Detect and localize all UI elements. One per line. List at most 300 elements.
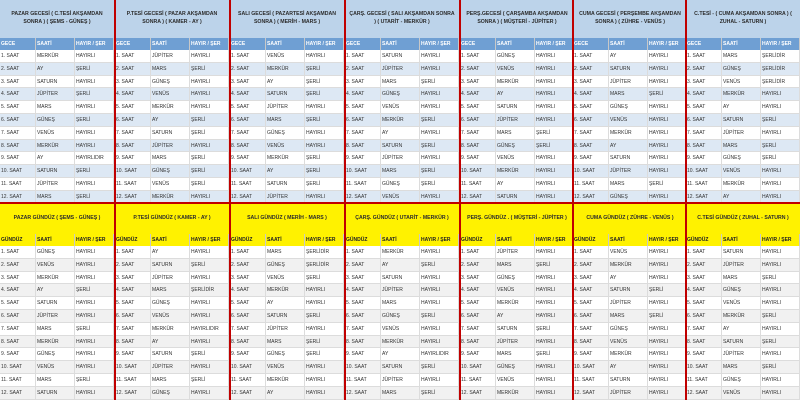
header-planet: SAATİ: [381, 38, 420, 50]
hour-cell: 12. SAAT: [460, 387, 496, 399]
hour-cell: 10. SAAT: [573, 361, 609, 373]
hour-cell: 1. SAAT: [0, 50, 36, 62]
table-row: [115, 323, 229, 336]
fortune-cell: ŞERLİ: [305, 152, 344, 164]
header-fortune: HAYIR / ŞER: [190, 234, 229, 246]
hour-cell: 3. SAAT: [230, 272, 266, 284]
table-row: [686, 297, 800, 310]
hour-cell: 9. SAAT: [0, 152, 36, 164]
planet-cell: SATURN: [151, 127, 190, 139]
table-row: [230, 272, 344, 285]
day-hours-list: [345, 246, 459, 400]
hour-cell: 3. SAAT: [0, 272, 36, 284]
hour-cell: 3. SAAT: [230, 76, 266, 88]
fortune-cell: HAYIRLI: [190, 140, 229, 152]
planet-cell: AY: [609, 361, 648, 373]
planet-cell: VENÜS: [496, 374, 535, 386]
hour-cell: 2. SAAT: [230, 63, 266, 75]
header-planet: SAATİ: [722, 234, 761, 246]
table-row: [686, 284, 800, 297]
hour-cell: 3. SAAT: [573, 76, 609, 88]
header-planet: SAATİ: [609, 38, 648, 50]
fortune-cell: ŞERLİ: [305, 310, 344, 322]
hour-cell: 1. SAAT: [230, 50, 266, 62]
table-row: [345, 297, 459, 310]
fortune-cell: ŞERLİ: [535, 348, 574, 360]
planet-cell: MARS: [722, 361, 761, 373]
header-planet: SAATİ: [266, 234, 305, 246]
planet-cell: MERKÜR: [381, 336, 420, 348]
fortune-cell: HAYIRLI: [420, 50, 459, 62]
day-day-block-1: [0, 0, 114, 400]
fortune-cell: HAYIRLI: [761, 374, 800, 386]
hour-cell: 10. SAAT: [230, 361, 266, 373]
planet-cell: AY: [496, 310, 535, 322]
table-row: [230, 259, 344, 272]
planet-cell: AY: [36, 63, 75, 75]
table-row: [573, 259, 687, 272]
planet-cell: MARS: [496, 348, 535, 360]
planet-cell: VENÜS: [151, 88, 190, 100]
table-row: [345, 259, 459, 272]
fortune-cell: ŞERLİDİR: [761, 63, 800, 75]
hour-cell: 6. SAAT: [460, 310, 496, 322]
fortune-cell: HAYIRLI: [648, 259, 687, 271]
fortune-cell: ŞERLİ: [190, 259, 229, 271]
day-hours-list: [573, 246, 687, 400]
planet-cell: VENÜS: [496, 152, 535, 164]
planet-cell: MERKÜR: [609, 127, 648, 139]
hour-cell: 9. SAAT: [686, 152, 722, 164]
planet-cell: MERKÜR: [722, 310, 761, 322]
planet-cell: MERKÜR: [496, 387, 535, 399]
planet-cell: MARS: [381, 387, 420, 399]
hour-cell: 10. SAAT: [460, 361, 496, 373]
hour-cell: 7. SAAT: [573, 323, 609, 335]
table-row: [686, 361, 800, 374]
hour-cell: 7. SAAT: [115, 323, 151, 335]
fortune-cell: HAYIRLI: [305, 323, 344, 335]
fortune-cell: HAYIRLI: [420, 297, 459, 309]
hour-cell: 12. SAAT: [0, 191, 36, 203]
planet-cell: MARS: [381, 76, 420, 88]
hour-cell: 11. SAAT: [573, 374, 609, 386]
table-row: [0, 297, 114, 310]
fortune-cell: HAYIRLI: [305, 50, 344, 62]
planet-cell: AY: [496, 178, 535, 190]
planet-cell: GÜNEŞ: [722, 63, 761, 75]
planet-cell: MERKÜR: [266, 284, 305, 296]
table-row: [230, 387, 344, 400]
table-row: [115, 336, 229, 349]
hour-cell: 5. SAAT: [230, 297, 266, 309]
fortune-cell: HAYIRLI: [761, 101, 800, 113]
planet-cell: JÜPİTER: [496, 246, 535, 258]
planet-cell: SATURN: [381, 140, 420, 152]
hour-cell: 10. SAAT: [0, 165, 36, 177]
planet-cell: VENÜS: [266, 140, 305, 152]
header-time: GECE: [686, 38, 722, 50]
fortune-cell: ŞERLİ: [648, 310, 687, 322]
hour-cell: 8. SAAT: [686, 140, 722, 152]
planet-cell: VENÜS: [36, 127, 75, 139]
fortune-cell: ŞERLİ: [305, 63, 344, 75]
fortune-cell: HAYIRLI: [535, 63, 574, 75]
planet-cell: GÜNEŞ: [381, 310, 420, 322]
hour-cell: 6. SAAT: [230, 310, 266, 322]
planet-cell: GÜNEŞ: [609, 191, 648, 203]
planet-cell: GÜNEŞ: [722, 284, 761, 296]
planet-cell: VENÜS: [381, 191, 420, 203]
fortune-cell: HAYIRLI: [75, 76, 114, 88]
planet-cell: SATURN: [266, 178, 305, 190]
fortune-cell: ŞERLİ: [305, 272, 344, 284]
hour-cell: 5. SAAT: [460, 297, 496, 309]
hour-cell: 3. SAAT: [460, 76, 496, 88]
planet-cell: AY: [722, 101, 761, 113]
fortune-cell: HAYIRLI: [420, 272, 459, 284]
hour-cell: 4. SAAT: [230, 88, 266, 100]
hour-cell: 9. SAAT: [573, 152, 609, 164]
night-block-title: PERŞ.GECESİ ( ÇARŞAMBA AKŞAMDAN SONRA ) ( MÜŞTERİ - JÜPİTER ): [460, 0, 574, 38]
fortune-cell: ŞERLİ: [305, 336, 344, 348]
hour-cell: 6. SAAT: [230, 114, 266, 126]
header-time: GECE: [115, 38, 151, 50]
table-row: [230, 310, 344, 323]
planet-cell: SATURN: [36, 387, 75, 399]
day-column-headers: [573, 234, 687, 246]
fortune-cell: HAYIRLI: [75, 259, 114, 271]
day-block-title: PERŞ. GÜNDÜZ . ( MÜŞTERİ - JÜPİTER ): [460, 204, 574, 234]
fortune-cell: HAYIRLI: [761, 165, 800, 177]
hour-cell: 4. SAAT: [115, 88, 151, 100]
planet-cell: JÜPİTER: [381, 284, 420, 296]
hour-cell: 5. SAAT: [0, 101, 36, 113]
table-row: [0, 336, 114, 349]
planet-cell: SATURN: [381, 50, 420, 62]
hour-cell: 11. SAAT: [686, 374, 722, 386]
table-row: [460, 259, 574, 272]
planet-cell: SATURN: [151, 348, 190, 360]
planet-cell: SATURN: [496, 101, 535, 113]
fortune-cell: HAYIRLI: [305, 297, 344, 309]
fortune-cell: HAYIRLI: [535, 76, 574, 88]
hour-cell: 12. SAAT: [345, 387, 381, 399]
hour-cell: 12. SAAT: [230, 191, 266, 203]
table-row: [573, 310, 687, 323]
planet-cell: AY: [151, 336, 190, 348]
planet-cell: SATURN: [609, 374, 648, 386]
planet-cell: GÜNEŞ: [266, 127, 305, 139]
table-row: [345, 272, 459, 285]
hour-cell: 5. SAAT: [230, 101, 266, 113]
planet-cell: GÜNEŞ: [151, 76, 190, 88]
planet-cell: MERKÜR: [381, 114, 420, 126]
header-planet: SAATİ: [266, 38, 305, 50]
fortune-cell: HAYIRLI: [420, 191, 459, 203]
hour-cell: 1. SAAT: [345, 246, 381, 258]
planet-cell: GÜNEŞ: [722, 152, 761, 164]
table-row: [230, 284, 344, 297]
planet-cell: VENÜS: [722, 165, 761, 177]
day-block-title: CUMA GÜNDÜZ ( ZÜHRE - VENÜS ): [573, 204, 687, 234]
table-row: [115, 348, 229, 361]
hour-cell: 10. SAAT: [686, 361, 722, 373]
hour-cell: 8. SAAT: [460, 140, 496, 152]
hour-cell: 3. SAAT: [345, 272, 381, 284]
header-fortune: HAYIR / ŞER: [648, 234, 687, 246]
fortune-cell: HAYIRLI: [648, 140, 687, 152]
hour-cell: 11. SAAT: [115, 374, 151, 386]
hour-cell: 9. SAAT: [230, 152, 266, 164]
day-block-title: PAZAR GÜNDÜZ ( ŞEMS - GÜNEŞ ): [0, 204, 114, 234]
fortune-cell: HAYIRLI: [535, 361, 574, 373]
day-block-title: C.TESİ GÜNDÜZ ( ZUHAL - SATURN ): [686, 204, 800, 234]
hour-cell: 4. SAAT: [460, 284, 496, 296]
header-planet: SAATİ: [609, 234, 648, 246]
planet-cell: GÜNEŞ: [722, 374, 761, 386]
table-row: [0, 246, 114, 259]
hour-cell: 12. SAAT: [115, 191, 151, 203]
table-row: [115, 310, 229, 323]
fortune-cell: HAYIRLI: [190, 336, 229, 348]
planet-cell: VENÜS: [496, 284, 535, 296]
hour-cell: 1. SAAT: [0, 246, 36, 258]
night-block-title: CUMA GECESİ ( PERŞEMBE AKŞAMDAN SONRA ) ( ZÜHRE - VENÜS ): [573, 0, 687, 38]
hour-cell: 8. SAAT: [0, 140, 36, 152]
planet-cell: VENÜS: [722, 297, 761, 309]
header-time: GÜNDÜZ: [686, 234, 722, 246]
planet-cell: MARS: [266, 336, 305, 348]
planet-cell: MERKÜR: [151, 101, 190, 113]
hour-cell: 5. SAAT: [0, 297, 36, 309]
hour-cell: 6. SAAT: [115, 114, 151, 126]
fortune-cell: HAYIRLI: [648, 101, 687, 113]
planet-cell: JÜPİTER: [266, 323, 305, 335]
hour-cell: 12. SAAT: [115, 387, 151, 399]
fortune-cell: ŞERLİ: [761, 272, 800, 284]
fortune-cell: HAYIRLI: [305, 140, 344, 152]
table-row: [686, 259, 800, 272]
planet-cell: MARS: [36, 191, 75, 203]
hour-cell: 1. SAAT: [115, 50, 151, 62]
planet-cell: JÜPİTER: [496, 336, 535, 348]
table-row: [686, 310, 800, 323]
planet-cell: MERKÜR: [36, 336, 75, 348]
hour-cell: 11. SAAT: [460, 374, 496, 386]
planet-cell: VENÜS: [151, 178, 190, 190]
fortune-cell: HAYIRLI: [648, 361, 687, 373]
hour-cell: 8. SAAT: [573, 140, 609, 152]
hour-cell: 6. SAAT: [686, 114, 722, 126]
fortune-cell: HAYIRLIDIR: [75, 152, 114, 164]
fortune-cell: HAYIRLI: [648, 336, 687, 348]
fortune-cell: ŞERLİ: [305, 165, 344, 177]
hour-cell: 9. SAAT: [345, 348, 381, 360]
hour-cell: 6. SAAT: [345, 310, 381, 322]
hour-cell: 5. SAAT: [460, 101, 496, 113]
planet-cell: AY: [722, 323, 761, 335]
planet-cell: JÜPİTER: [151, 140, 190, 152]
header-time: GÜNDÜZ: [115, 234, 151, 246]
header-time: GÜNDÜZ: [460, 234, 496, 246]
hour-cell: 4. SAAT: [0, 284, 36, 296]
day-column-headers: [345, 234, 459, 246]
table-row: [230, 361, 344, 374]
hour-cell: 6. SAAT: [686, 310, 722, 322]
header-planet: SAATİ: [151, 234, 190, 246]
planet-cell: AY: [496, 88, 535, 100]
day-day-block-3: [230, 0, 344, 400]
day-day-block-7: [686, 0, 800, 400]
fortune-cell: HAYIRLI: [190, 387, 229, 399]
fortune-cell: HAYIRLI: [75, 297, 114, 309]
hour-cell: 3. SAAT: [460, 272, 496, 284]
hour-cell: 9. SAAT: [0, 348, 36, 360]
hour-cell: 5. SAAT: [345, 297, 381, 309]
fortune-cell: ŞERLİ: [535, 259, 574, 271]
hour-cell: 8. SAAT: [115, 336, 151, 348]
table-row: [686, 336, 800, 349]
table-row: [0, 284, 114, 297]
planet-cell: GÜNEŞ: [381, 178, 420, 190]
fortune-cell: HAYIRLI: [761, 88, 800, 100]
fortune-cell: HAYIRLI: [305, 127, 344, 139]
hour-cell: 2. SAAT: [230, 259, 266, 271]
table-row: [460, 348, 574, 361]
table-row: [230, 297, 344, 310]
planet-cell: MARS: [609, 178, 648, 190]
hour-cell: 7. SAAT: [0, 127, 36, 139]
hour-cell: 2. SAAT: [0, 259, 36, 271]
hour-cell: 1. SAAT: [460, 246, 496, 258]
fortune-cell: HAYIRLI: [648, 246, 687, 258]
fortune-cell: HAYIRLI: [648, 76, 687, 88]
fortune-cell: ŞERLİDİR: [305, 246, 344, 258]
planet-cell: SATURN: [36, 165, 75, 177]
fortune-cell: HAYIRLI: [761, 191, 800, 203]
planet-cell: MARS: [151, 63, 190, 75]
fortune-cell: ŞERLİ: [75, 374, 114, 386]
fortune-cell: HAYIRLI: [761, 178, 800, 190]
hour-cell: 7. SAAT: [686, 323, 722, 335]
planet-cell: MARS: [266, 114, 305, 126]
planet-cell: MARS: [36, 323, 75, 335]
fortune-cell: ŞERLİ: [75, 323, 114, 335]
night-block-title: C.TESİ - ( CUMA AKŞAMDAN SONRA ) ( ZUHAL - SATURN ): [686, 0, 800, 38]
table-row: [460, 374, 574, 387]
header-fortune: HAYIR / ŞER: [535, 234, 574, 246]
planet-cell: JÜPİTER: [381, 63, 420, 75]
planet-cell: AY: [151, 114, 190, 126]
header-planet: SAATİ: [381, 234, 420, 246]
planet-cell: SATURN: [381, 272, 420, 284]
hour-cell: 12. SAAT: [0, 387, 36, 399]
hour-cell: 11. SAAT: [0, 374, 36, 386]
planet-cell: GÜNEŞ: [609, 101, 648, 113]
fortune-cell: HAYIRLI: [190, 246, 229, 258]
fortune-cell: HAYIRLI: [761, 348, 800, 360]
hour-cell: 4. SAAT: [115, 284, 151, 296]
planet-cell: MERKÜR: [266, 152, 305, 164]
hour-cell: 4. SAAT: [0, 88, 36, 100]
header-fortune: HAYIR / ŞER: [305, 38, 344, 50]
hour-cell: 2. SAAT: [0, 63, 36, 75]
fortune-cell: HAYIRLI: [761, 323, 800, 335]
hour-cell: 2. SAAT: [115, 259, 151, 271]
fortune-cell: HAYIRLI: [75, 178, 114, 190]
planet-cell: AY: [381, 259, 420, 271]
hour-cell: 7. SAAT: [460, 323, 496, 335]
hour-cell: 8. SAAT: [345, 336, 381, 348]
header-fortune: HAYIR / ŞER: [190, 38, 229, 50]
table-row: [230, 374, 344, 387]
fortune-cell: HAYIRLI: [648, 191, 687, 203]
fortune-cell: HAYIRLI: [648, 374, 687, 386]
fortune-cell: HAYIRLI: [535, 246, 574, 258]
hour-cell: 1. SAAT: [573, 246, 609, 258]
header-time: GÜNDÜZ: [573, 234, 609, 246]
header-fortune: HAYIR / ŞER: [75, 234, 114, 246]
planet-cell: SATURN: [266, 88, 305, 100]
hour-cell: 4. SAAT: [686, 284, 722, 296]
planet-cell: SATURN: [381, 361, 420, 373]
header-planet: SAATİ: [36, 234, 75, 246]
planet-cell: AY: [381, 348, 420, 360]
table-row: [460, 336, 574, 349]
hour-cell: 5. SAAT: [115, 101, 151, 113]
header-fortune: HAYIR / ŞER: [535, 38, 574, 50]
fortune-cell: HAYIRLI: [75, 361, 114, 373]
hour-cell: 8. SAAT: [345, 140, 381, 152]
hour-cell: 1. SAAT: [230, 246, 266, 258]
planet-cell: VENÜS: [496, 63, 535, 75]
fortune-cell: ŞERLİ: [305, 178, 344, 190]
column-separator: [229, 0, 231, 400]
fortune-cell: HAYIRLI: [420, 374, 459, 386]
fortune-cell: ŞERLİ: [75, 165, 114, 177]
day-day-block-4: [345, 0, 459, 400]
table-row: [345, 246, 459, 259]
fortune-cell: HAYIRLI: [190, 297, 229, 309]
hour-cell: 10. SAAT: [345, 165, 381, 177]
table-row: [686, 323, 800, 336]
planet-cell: MARS: [266, 246, 305, 258]
table-row: [573, 374, 687, 387]
hour-cell: 2. SAAT: [573, 63, 609, 75]
fortune-cell: ŞERLİ: [305, 88, 344, 100]
day-column-headers: [115, 234, 229, 246]
hour-cell: 1. SAAT: [460, 50, 496, 62]
planet-cell: SATURN: [151, 259, 190, 271]
fortune-cell: HAYIRLI: [761, 297, 800, 309]
planet-cell: JÜPİTER: [381, 152, 420, 164]
fortune-cell: ŞERLİ: [190, 152, 229, 164]
fortune-cell: ŞERLİ: [75, 88, 114, 100]
hour-cell: 9. SAAT: [115, 348, 151, 360]
hour-cell: 2. SAAT: [115, 63, 151, 75]
hour-cell: 3. SAAT: [686, 76, 722, 88]
hour-cell: 10. SAAT: [460, 165, 496, 177]
column-separator: [572, 0, 574, 400]
planet-cell: JÜPİTER: [36, 310, 75, 322]
planet-cell: VENÜS: [609, 246, 648, 258]
planet-cell: JÜPİTER: [609, 76, 648, 88]
fortune-cell: HAYIRLI: [75, 127, 114, 139]
planet-cell: MARS: [381, 297, 420, 309]
header-planet: SAATİ: [496, 234, 535, 246]
fortune-cell: HAYIRLI: [648, 323, 687, 335]
